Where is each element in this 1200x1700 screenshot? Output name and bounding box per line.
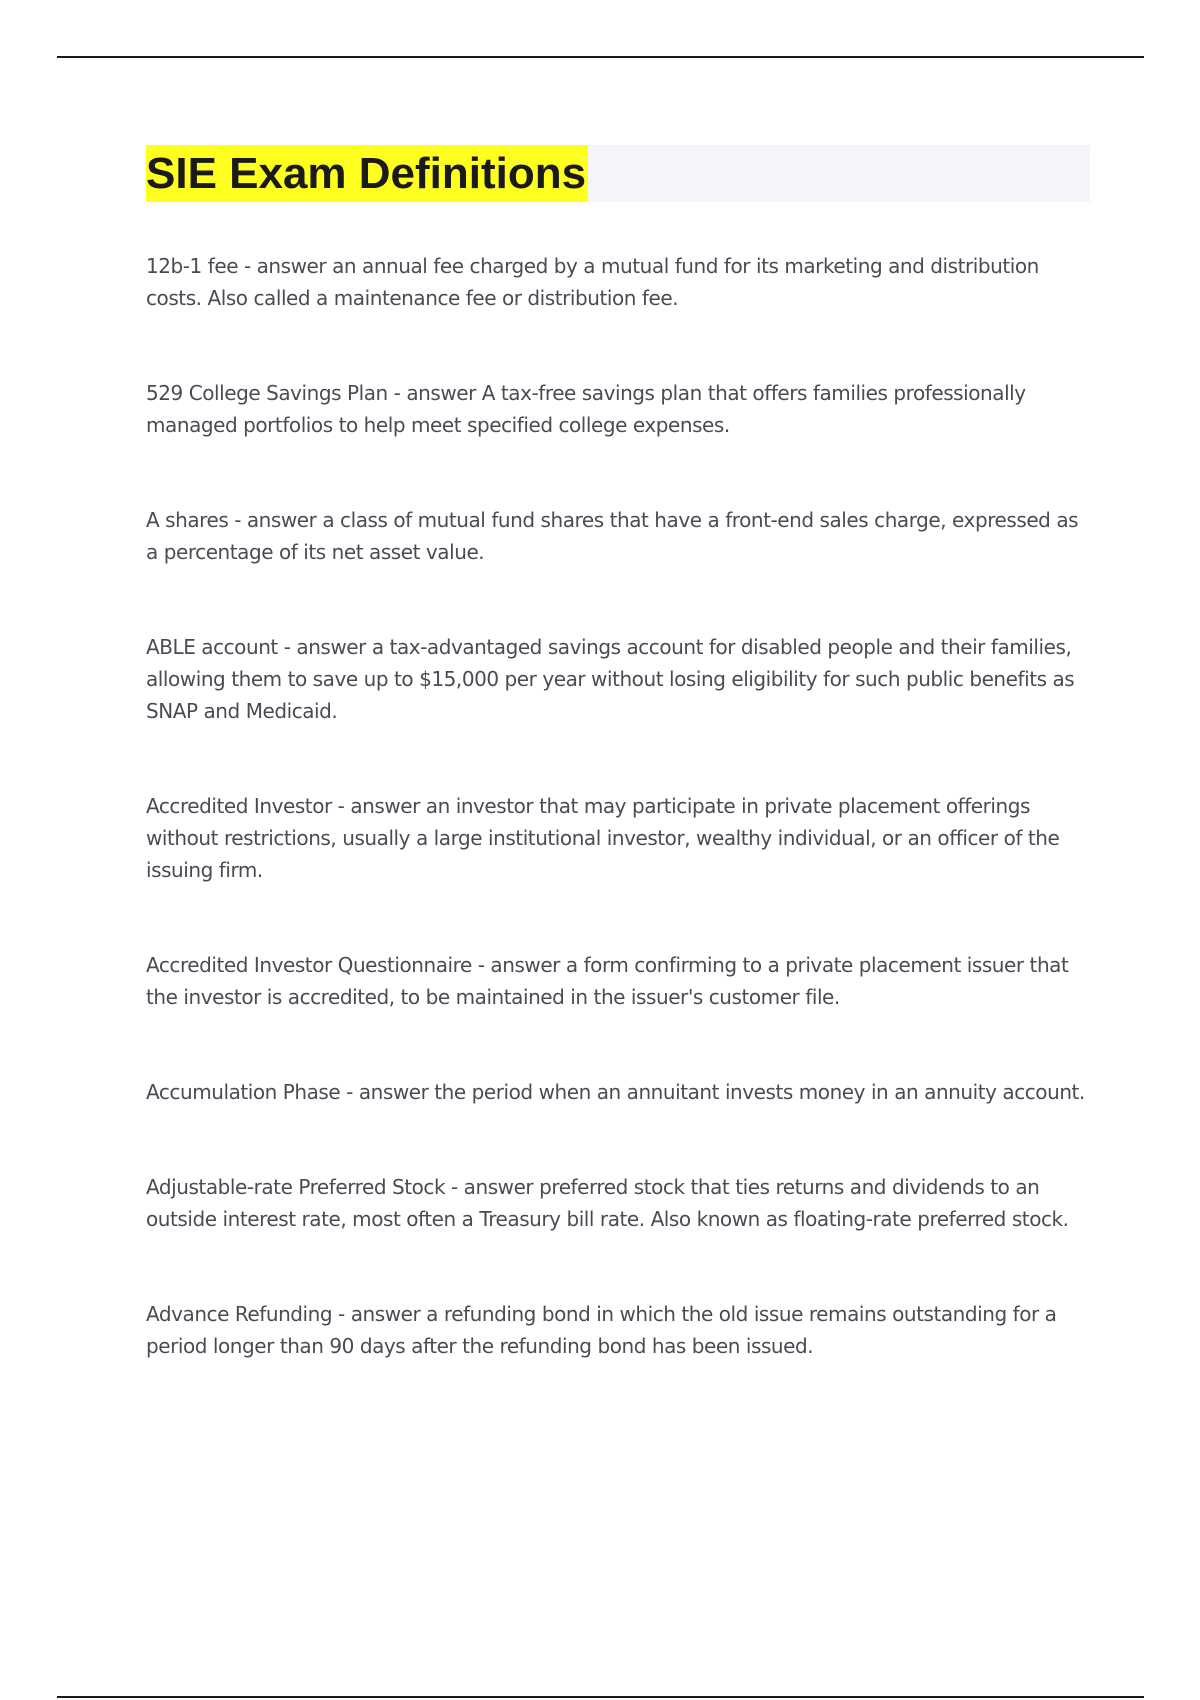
footer-rule: [57, 1696, 1144, 1698]
definition-item: 529 College Savings Plan - answer A tax-free savings plan that offers families professionally managed portfolios to help meet specified college expenses.: [146, 381, 1026, 437]
definition-item: Accumulation Phase - answer the period when an annuitant invests money in an annuity account.: [146, 1080, 1085, 1104]
definition-item: Accredited Investor - answer an investor that may participate in private placement offerings without restrictions, usually a large institutional investor, wealthy individual, or an officer of the issuing firm.: [146, 794, 1060, 882]
definition-item: Advance Refunding - answer a refunding bond in which the old issue remains outstanding for a period longer than 90 days after the refunding bond has been issued.: [146, 1302, 1057, 1358]
definition-item: ABLE account - answer a tax-advantaged savings account for disabled people and their families, allowing them to save up to $15,000 per year without losing eligibility for such public benefits as SNAP and Medicaid.: [146, 635, 1075, 723]
definition-item: Adjustable-rate Preferred Stock - answer preferred stock that ties returns and dividends to an outside interest rate, most often a Treasury bill rate. Also known as floating-rate preferred stock.: [146, 1175, 1069, 1231]
title-band: [146, 145, 1090, 202]
definition-item: A shares - answer a class of mutual fund shares that have a front-end sales charge, expressed as a percentage of its net asset value.: [146, 508, 1079, 564]
document-title: SIE Exam Definitions: [146, 145, 588, 202]
header-rule: [57, 56, 1144, 58]
definition-item: 12b-1 fee - answer an annual fee charged by a mutual fund for its marketing and distribution costs. Also called a maintenance fee or distribution fee.: [146, 254, 1039, 310]
document-body: [146, 145, 1090, 1425]
definition-list: [146, 250, 1090, 1362]
definition-item: Accredited Investor Questionnaire - answer a form confirming to a private placement issuer that the investor is accredited, to be maintained in the issuer's customer file.: [146, 953, 1069, 1009]
